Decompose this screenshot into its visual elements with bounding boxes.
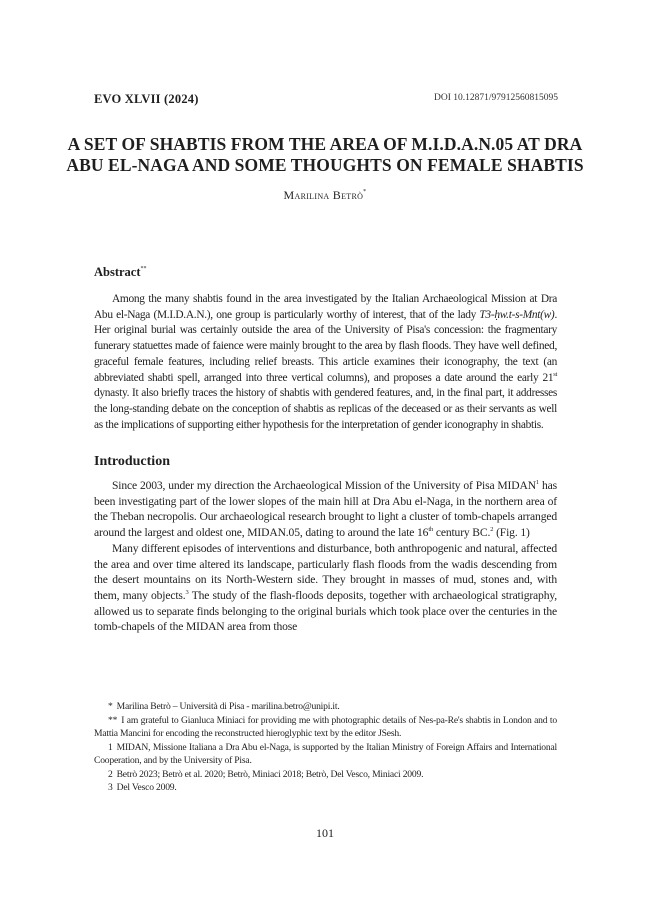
page-number: 101	[316, 826, 334, 840]
footnote-item	[94, 768, 557, 782]
footnotes	[94, 700, 557, 795]
abstract-heading-text: Abstract	[94, 265, 141, 279]
intro-paragraph-1	[94, 478, 557, 541]
author-name: Marilina Betrò	[283, 188, 364, 202]
footnote-mark: 2	[108, 768, 113, 780]
figure-ref[interactable]: (Fig. 1)	[493, 526, 530, 540]
article-title: A SET OF SHABTIS FROM THE AREA OF M.I.D.A.N.05 AT DRA ABU EL-NAGA AND SOME THOUGHTS ON FEMALE SHABTIS	[66, 134, 584, 175]
footnote-item	[94, 700, 557, 714]
intro-paragraph-2	[94, 541, 557, 635]
abstract-text-1: Among the many shabtis found in the area investigated by the Italian Archaeological Mission at Dra Abu el-Naga (M.I.D.A.N.), one group is particularly worthy of interest, that of the lady	[94, 293, 557, 321]
lady-name-italic: T3-ḥw.t-s-Mnt(w)	[479, 308, 555, 321]
introduction-body	[94, 478, 557, 635]
footnote-text: MIDAN, Missione Italiana a Dra Abu el-Naga, is supported by the Italian Ministry of Foreign Affairs and International Cooperation, and by the University of Pisa.	[94, 741, 557, 766]
footnote-mark: **	[108, 714, 118, 726]
footnote-mark: *	[108, 701, 113, 712]
abstract-text-3: dynasty. It also briefly traces the history of shabtis with gendered features, and, in the final part, it addresses the long-standing debate on the conception of shabtis as replicas of the deceased or as their servants as well as the implications of supporting either hypothesis for the interpretation of gender iconography in shabtis.	[94, 387, 557, 431]
ordinal-superscript: st	[553, 370, 557, 378]
intro-p1-text-b: has been investigating part of the lower slopes of the main hill at Dra Abu el-Naga, in the northern area of the Theban necropolis. Our archaeological research brought to light a cluster of tomb-chapels arranged around the largest and oldest one, MIDAN.05, dating to around the late 16	[94, 479, 557, 540]
intro-p1-text-a: Since 2003, under my direction the Archaeological Mission of the University of Pisa MIDAN	[112, 479, 536, 492]
intro-p2-text-b: The study of the flash-floods deposits, together with archaeological stratigraphy, allowed us to separate finds belonging to the original burials which took place over the centuries in the tomb-chapels of the MIDAN area from those	[94, 588, 557, 634]
footnote-text: Marilina Betrò – Università di Pisa - marilina.betro@unipi.it.	[116, 701, 340, 712]
ordinal-superscript: th	[428, 526, 434, 534]
footnote-item	[94, 781, 557, 795]
author-line	[0, 188, 650, 203]
introduction-heading: Introduction	[94, 454, 170, 469]
abstract-body	[94, 292, 557, 433]
author-footnote-mark: *	[363, 189, 367, 195]
footnote-ref-1[interactable]: 1	[535, 479, 540, 486]
abstract-text-2: . Her original burial was certainly outside the area of the University of Pisa's concession: the fragmentary funerary statuettes made of faience were mainly brought to the area by flash floods. They have well defined, graceful female features, including relief breasts. This article examines their iconography, the text (an abbreviated shabti spell, arranged into three vertical columns), and proposes a date around the early 21	[94, 308, 557, 384]
footnote-item	[94, 741, 557, 768]
abstract-heading	[94, 265, 147, 280]
doi-label: DOI 10.12871/97912560815095	[433, 93, 558, 103]
abstract-footnote-mark: **	[140, 266, 147, 272]
footnote-item	[94, 714, 557, 741]
footnote-mark: 1	[108, 741, 113, 753]
footnote-ref-2[interactable]: 2	[490, 526, 494, 534]
intro-p2-text-a: Many different episodes of interventions and disturbance, both anthropogenic and natural, affected the area and over time altered its landscape, particularly flash floods from the wadis descending from the desert mountains on its North-Western side. They brought in masses of mud, stones and, with them, many objects.	[94, 541, 557, 602]
footnote-mark: 3	[108, 782, 113, 793]
footnote-text: Betrò 2023; Betrò et al. 2020; Betrò, Miniaci 2018; Betrò, Del Vesco, Miniaci 2009.	[116, 768, 424, 780]
abstract-paragraph	[94, 292, 557, 433]
footnote-text: Del Vesco 2009.	[116, 782, 177, 793]
footnote-text: I am grateful to Gianluca Miniaci for providing me with photographic details of Nes-pa-Re's shabtis in London and to Mattia Mancini for encoding the reconstructed hieroglyphic text by the editor JSesh.	[94, 714, 557, 739]
journal-issue: EVO XLVII (2024)	[94, 92, 199, 106]
intro-p1-text-c: century BC.	[433, 526, 491, 540]
footnote-ref-3[interactable]: 3	[185, 588, 189, 596]
